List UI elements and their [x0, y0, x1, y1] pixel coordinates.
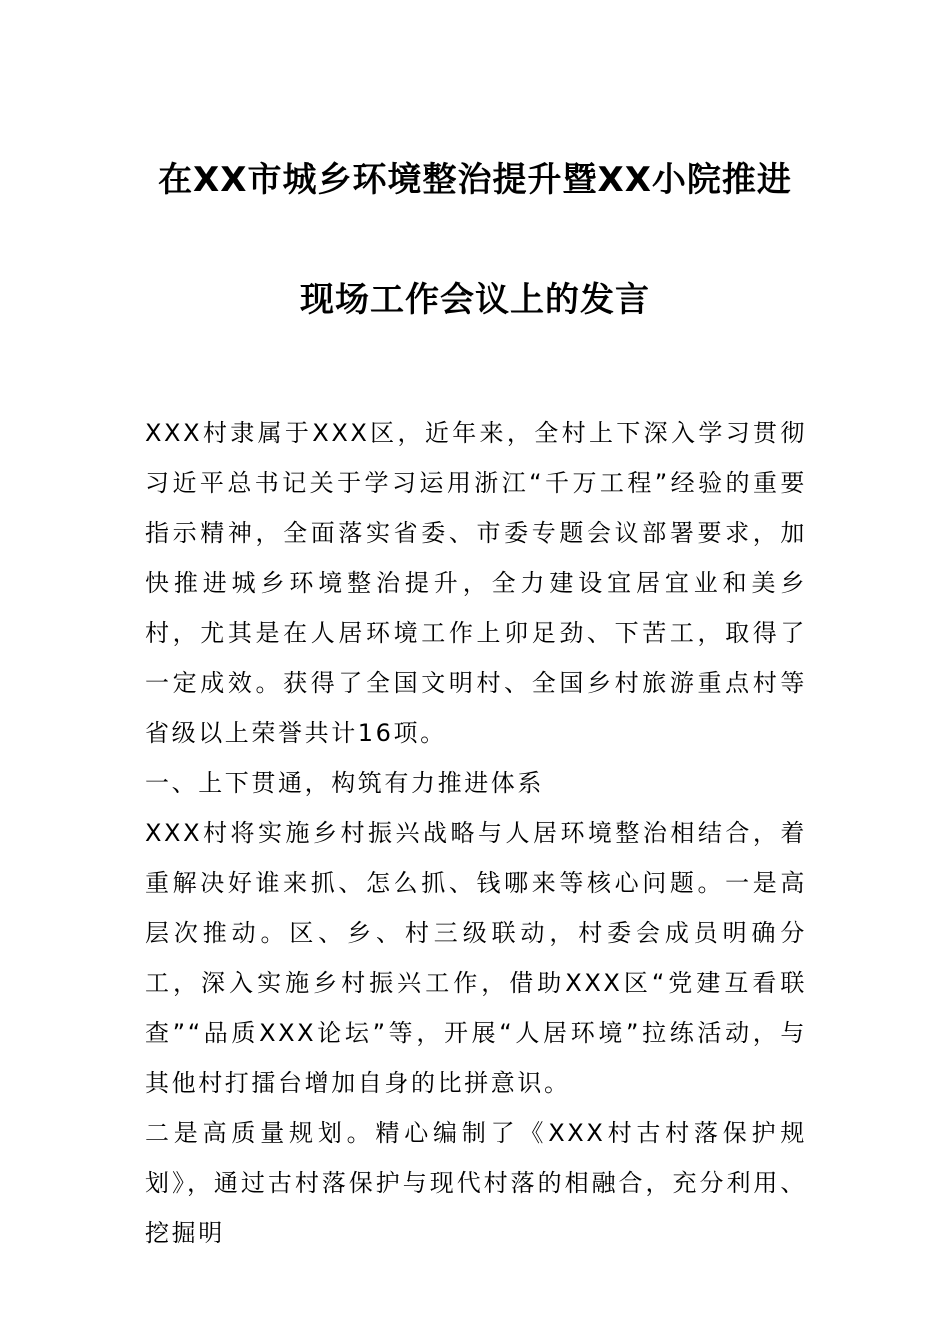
section-1-paragraph-2: 二是高质量规划。精心编制了《XXX村古村落保护规划》，通过古村落保护与现代村落的相融合，充分利用、挖掘明	[145, 1119, 807, 1247]
document-title-line-2: 现场工作会议上的发言	[300, 280, 650, 320]
document-title-line-1: 在XX市城乡环境整治提升暨XX小院推进	[158, 160, 792, 200]
section-1-paragraph: XXX村将实施乡村振兴战略与人居环境整治相结合，着重解决好谁来抓、怎么抓、钱哪来等核心问题。一是高层次推动。区、乡、村三级联动，村委会成员明确分工，深入实施乡村振兴工作，借助XXX区“党建互看联查”“品质XXX论坛”等，开展“人居环境”拉练活动，与其他村打擂台增加自身的比拼意识。	[145, 819, 807, 1097]
section-heading-1: 一、上下贯通，构筑有力推进体系	[145, 769, 544, 797]
intro-paragraph: XXX村隶属于XXX区，近年来，全村上下深入学习贯彻习近平总书记关于学习运用浙江“千万工程”经验的重要指示精神，全面落实省委、市委专题会议部署要求，加快推进城乡环境整治提升，全力建设宜居宜业和美乡村，尤其是在人居环境工作上卯足劲、下苦工，取得了一定成效。获得了全国文明村、全国乡村旅游重点村等省级以上荣誉共计16项。	[145, 419, 807, 747]
document-body	[145, 408, 807, 1258]
